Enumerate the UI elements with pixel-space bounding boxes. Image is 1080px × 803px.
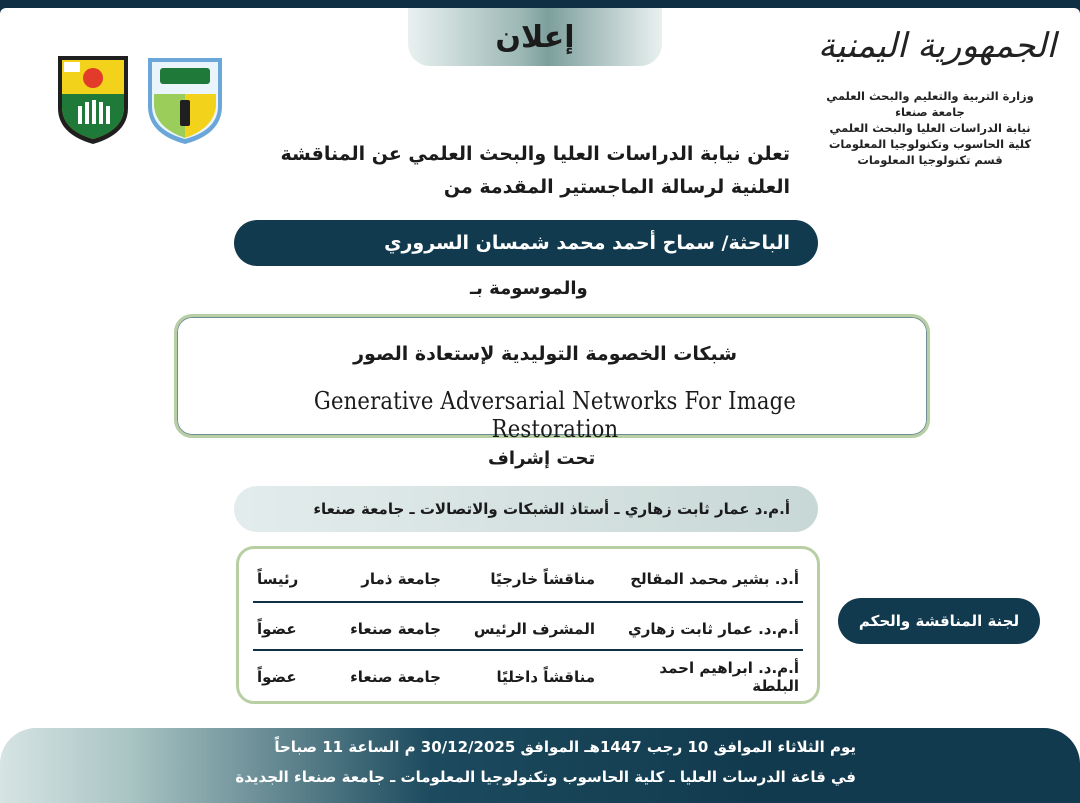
supervisor-banner: أ.م.د عمار ثابت زهاري ـ أستاذ الشبكات والاتصالات ـ جامعة صنعاء xyxy=(234,486,818,532)
member-name: أ.د. بشير محمد المقالح xyxy=(630,570,799,588)
row-divider xyxy=(253,601,803,603)
supervision-label: تحت إشراف xyxy=(488,448,596,469)
institution-lines xyxy=(810,88,1050,168)
ministry-line: وزارة التربية والتعليم والبحث العلمي xyxy=(826,89,1034,103)
announcement-tab xyxy=(408,8,662,66)
member-university: جامعة صنعاء xyxy=(350,668,441,686)
labeled-with-text: والموسومة بـ xyxy=(470,278,588,299)
deanship-line: نيابة الدراسات العليا والبحث العلمي xyxy=(829,121,1031,135)
member-position: عضواً xyxy=(257,620,297,638)
sanaa-university-logo xyxy=(50,50,136,146)
member-role: مناقشاً داخليًا xyxy=(496,668,595,686)
faculty-line: كلية الحاسوب وتكنولوجيا المعلومات xyxy=(828,137,1032,151)
member-name: أ.م.د. عمار ثابت زهاري xyxy=(628,620,799,638)
footer-venue-line: في قاعة الدرسات العليا ـ كلية الحاسوب وتكنولوجيا المعلومات ـ جامعة صنعاء الجديدة xyxy=(235,768,856,786)
committee-row xyxy=(257,557,799,601)
department-line: قسم تكنولوجيا المعلومات xyxy=(857,153,1003,167)
member-position: رئيساً xyxy=(257,570,299,588)
announcement-title: إعلان xyxy=(495,19,575,55)
university-line: جامعة صنعاء xyxy=(895,105,965,119)
member-position: عضواً xyxy=(257,668,297,686)
committee-row xyxy=(257,655,799,699)
faculty-of-computing-logo xyxy=(142,50,228,146)
footer-banner xyxy=(0,728,1080,803)
announcement-page xyxy=(0,8,1080,803)
thesis-title-box xyxy=(174,314,930,443)
footer-date-line: يوم الثلاثاء الموافق 10 رجب 1447هـ الموافق 30/12/2025 م الساعة 11 صباحاً xyxy=(274,738,856,756)
thesis-title-english: Generative Adversarial Networks For Image Restoration xyxy=(313,387,797,443)
member-name: أ.م.د. ابراهيم احمد البلطة xyxy=(659,659,799,695)
member-role: مناقشاً خارجيًا xyxy=(490,570,595,588)
member-university: جامعة ذمار xyxy=(361,570,441,588)
intro-line-2: العلنية لرسالة الماجستير المقدمة من xyxy=(443,176,790,198)
government-title: الجمهورية اليمنية xyxy=(817,26,1056,66)
committee-label: لجنة المناقشة والحكم xyxy=(838,598,1040,644)
member-role: المشرف الرئيس xyxy=(473,620,595,638)
committee-row xyxy=(257,607,799,651)
committee-table xyxy=(236,546,820,704)
intro-line-1: تعلن نيابة الدراسات العليا والبحث العلمي عن المناقشة xyxy=(280,143,790,165)
member-university: جامعة صنعاء xyxy=(350,620,441,638)
thesis-title-arabic: شبكات الخصومة التوليدية لإستعادة الصور xyxy=(353,343,737,365)
row-divider xyxy=(253,649,803,651)
researcher-banner: الباحثة/ سماح أحمد محمد شمسان السروري xyxy=(234,220,818,266)
intro-text xyxy=(240,138,790,204)
